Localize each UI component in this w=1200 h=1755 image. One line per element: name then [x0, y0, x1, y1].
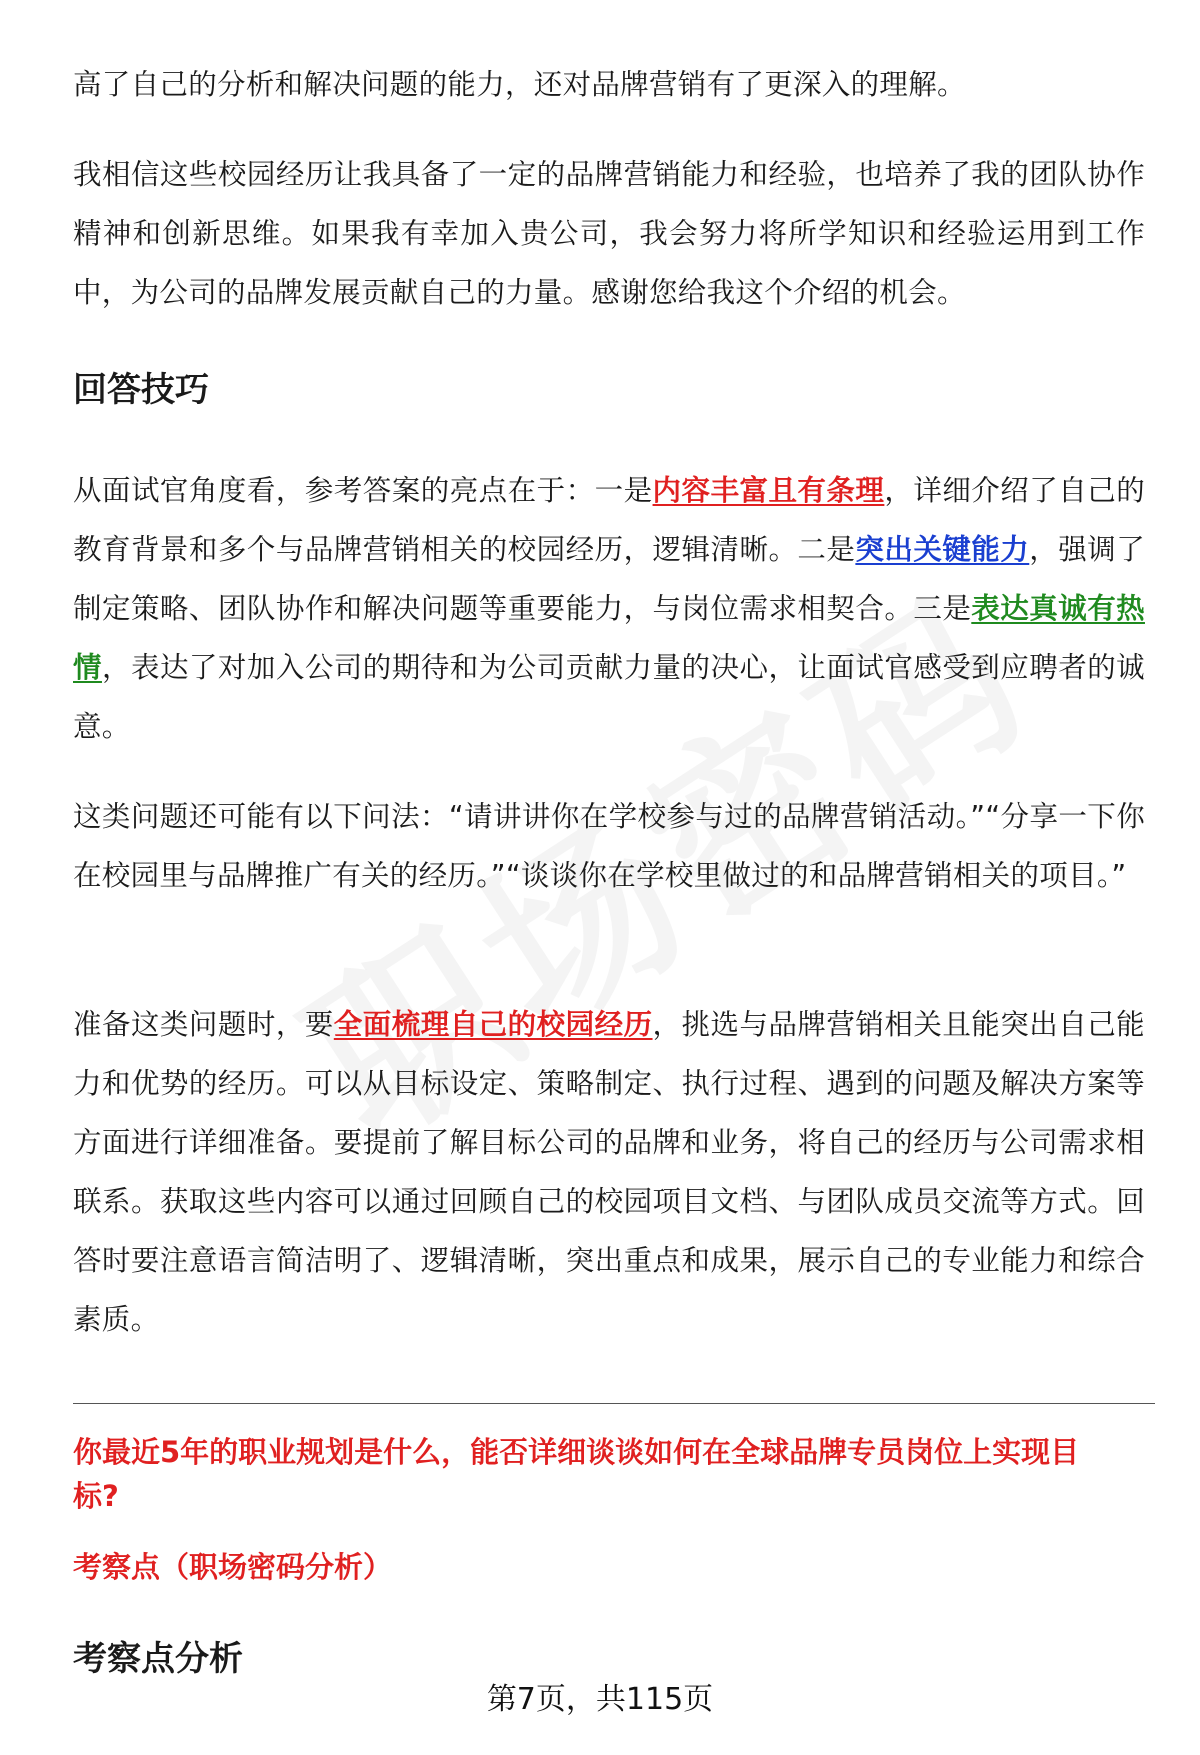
- text-segment: ，表达了对加入公司的期待和为公司贡献力量的决心，让面试官感受到应聘者的诚意。: [73, 651, 1145, 743]
- highlight-key-ability: 突出关键能力: [855, 533, 1030, 566]
- assessment-point-label: 考察点（职场密码分析）: [73, 1550, 393, 1584]
- question-title: 你最近5年的职业规划是什么，能否详细谈谈如何在全球品牌专员岗位上实现目标?: [73, 1435, 1080, 1513]
- paragraph-closing: 我相信这些校园经历让我具备了一定的品牌营销能力和经验，也培养了我的团队协作精神和创新思维。如果我有幸加入贵公司，我会努力将所学知识和经验运用到工作中，为公司的品牌发展贡献自己的力量。感谢您给我这个介绍的机会。: [73, 158, 1145, 309]
- section-heading-analysis: 考察点分析: [73, 1639, 243, 1679]
- highlight-sincere: 表达真诚有热情: [73, 592, 1145, 684]
- page-number-footer: 第7页，共115页: [486, 1682, 714, 1717]
- paragraph-tips-highlights: [73, 461, 1145, 756]
- paragraph-alt-questions: 这类问题还可能有以下问法：“请讲讲你在学校参与过的品牌营销活动。”“分享一下你在校园里与品牌推广有关的经历。”“谈谈你在学校里做过的和品牌营销相关的项目。”: [73, 800, 1145, 892]
- paragraph-continuation: 高了自己的分析和解决问题的能力，还对品牌营销有了更深入的理解。: [73, 68, 966, 101]
- text-segment: ，详细介绍了自己的教育背景和多个与品牌营销相关的校园经历，逻辑清晰。二是: [73, 474, 1145, 566]
- text-segment: ，强调了制定策略、团队协作和解决问题等重要能力，与岗位需求相契合。三是: [73, 533, 1145, 625]
- highlight-rich-content: 内容丰富且有条理: [652, 474, 885, 507]
- text-segment: 准备这类问题时，要: [73, 1008, 334, 1041]
- paragraph-preparation: [73, 995, 1145, 1349]
- text-segment: 从面试官角度看，参考答案的亮点在于：一是: [73, 474, 653, 507]
- text-segment: ，挑选与品牌营销相关且能突出自己能力和优势的经历。可以从目标设定、策略制定、执行过程、遇到的问题及解决方案等方面进行详细准备。要提前了解目标公司的品牌和业务，将自己的经历与公司需求相联系。获取这些内容可以通过回顾自己的校园项目文档、与团队成员交流等方式。回答时要注意语言简洁明了、逻辑清晰，突出重点和成果，展示自己的专业能力和综合素质。: [73, 1008, 1145, 1336]
- section-divider: [73, 1403, 1155, 1404]
- section-heading-tips: 回答技巧: [73, 370, 209, 410]
- highlight-review-experience: 全面梳理自己的校园经历: [333, 1008, 653, 1041]
